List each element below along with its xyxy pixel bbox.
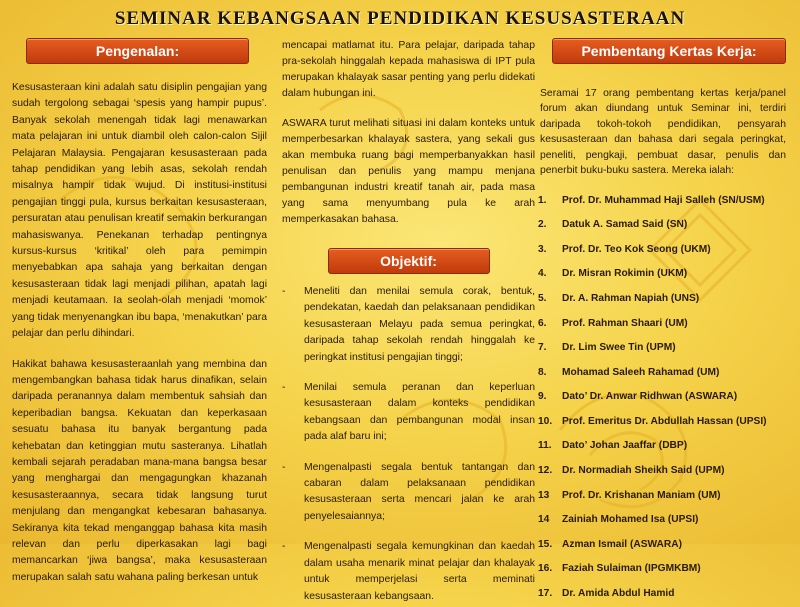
list-item — [538, 508, 796, 533]
list-item — [538, 533, 796, 558]
speaker-name: Azman Ismail (ASWARA) — [562, 538, 683, 550]
speaker-number: 9. — [538, 391, 547, 403]
speaker-name: Dato’ Dr. Anwar Ridhwan (ASWARA) — [562, 391, 738, 403]
page-title: SEMINAR KEBANGSAAN PENDIDIKAN KESUSASTERAAN — [114, 8, 686, 29]
list-item — [538, 188, 796, 213]
column-objektif — [282, 38, 535, 605]
list-item — [538, 336, 796, 361]
list-item — [538, 262, 796, 287]
bullet: - — [282, 286, 286, 297]
list-item — [538, 582, 796, 607]
speaker-number: 8. — [538, 366, 547, 378]
objektif-heading: Objektif: — [328, 248, 490, 274]
speaker-name: Dr. Misran Rokimin (UKM) — [562, 268, 688, 280]
speaker-name: Prof. Dr. Teo Kok Seong (UKM) — [562, 243, 711, 255]
objektif-text: Meneliti dan menilai semula corak, bentuk, pendekatan, kaedah dan pelaksanaan pendidikan kesusasteraan Melayu pada semua peringkat, daripada tahap sekolah rendah hinggalah ke peringkat institusi pengajian tinggi; — [304, 286, 535, 363]
list-item — [538, 484, 796, 509]
speaker-name: Prof. Rahman Shaari (UM) — [562, 317, 688, 329]
speaker-number: 17. — [538, 588, 553, 600]
speaker-number: 15. — [538, 538, 553, 550]
speaker-number: 7. — [538, 342, 547, 354]
speaker-name: Dr. Lim Swee Tin (UPM) — [562, 342, 676, 354]
bullet: - — [282, 541, 286, 553]
list-item — [282, 284, 535, 366]
speaker-number: 12. — [538, 465, 553, 477]
objektif-list — [282, 284, 535, 605]
speaker-name: Dr. Normadiah Sheikh Said (UPM) — [562, 465, 725, 477]
objektif-text: Mengenalpasti segala kemungkinan dan kaedah dalam usaha menarik minat pelajar dan khalayak untuk memperjelasi serta meminati kesusasteraan kebangsaan. — [304, 541, 535, 602]
list-item — [538, 385, 796, 410]
pengenalan-paragraph-1: Kesusasteraan kini adalah satu disiplin pengajian yang sudah tergolong sebagai ‘spesis yang hampir pupus’. Banyak sekolah menengah tidak lagi menawarkan mata pelajaran ini untuk diambil oleh calon-calon Sijil Pelajaran Malaysia. Pengajaran kesusasteraan pada tahap pendidikan yang lebih asas, sekolah rendah misalnya hampir tidak wujud. Di institusi-institusi pengajian tinggi pula, kursus berkaitan kesusasteraan, persuratan atau penulisan kreatif semakin berkurangan mahasiswanya. Penekanan terhadap pentingnya kursus-kursus ‘kritikal’ oleh para pemimpin menyebabkan apa sahaja yang berkaitan dengan kesusasteraan tidak lagi menjadi pilihan, apatah lagi menjadi keutamaan. Ia seolah-olah menjadi ‘momok’ yang tidak menyenangkan ibu bapa, ‘menakutkan’ para pelajar dan perlu dihindari. — [12, 82, 267, 340]
pengenalan-heading: Pengenalan: — [26, 38, 249, 64]
speaker-name: Dr. A. Rahman Napiah (UNS) — [562, 292, 700, 304]
list-item — [538, 557, 796, 582]
speaker-name: Dr. Amida Abdul Hamid — [562, 588, 675, 600]
speaker-number: 4. — [538, 268, 547, 280]
speaker-number: 1. — [538, 194, 547, 206]
continuation-paragraph: mencapai matlamat itu. Para pelajar, daripada tahap pra-sekolah hinggalah kepada mahasiswa di IPT pula merupakan khalayak sasar penting yang perlu didekati dalam hubungan ini. — [282, 40, 535, 99]
list-item — [538, 361, 796, 386]
column-pengenalan — [12, 38, 267, 586]
speaker-number: 14 — [538, 514, 550, 526]
list-item — [538, 311, 796, 336]
speaker-number: 10. — [538, 415, 553, 427]
speaker-number: 6. — [538, 317, 547, 329]
objektif-text: Menilai semula peranan dan keperluan kesusasteraan dalam konteks pendidikan kebangsaan dan pembangunan modal insan pada alaf baru ini; — [304, 382, 535, 443]
list-item — [538, 238, 796, 263]
speaker-list — [538, 188, 796, 606]
objektif-text: Mengenalpasti segala bentuk tantangan dan cabaran dalam pelaksanaan pendidikan kesusasteraan serta mencari jalan ke arah penyelesaiannya; — [304, 461, 535, 522]
speaker-name: Zainiah Mohamed Isa (UPSI) — [562, 514, 699, 526]
speaker-name: Prof. Dr. Krishanan Maniam (UM) — [562, 489, 721, 501]
speaker-name: Prof. Dr. Muhammad Haji Salleh (SN/USM) — [562, 194, 765, 206]
pembentang-intro: Seramai 17 orang pembentang kertas kerja/panel forum akan diundang untuk Seminar ini, terdiri daripada tokoh-tokoh pendidikan, pensyarah kesusasteraan dan bahasa dari segala peringkat, peneliti, pengkaji, pembuat dasar, penulis dan penerbit buku-buku sastera. Mereka ialah: — [540, 88, 786, 177]
bullet: - — [282, 461, 286, 473]
speaker-name: Prof. Emeritus Dr. Abdullah Hassan (UPSI) — [562, 415, 767, 427]
speaker-number: 5. — [538, 292, 547, 304]
bullet: - — [282, 382, 286, 394]
list-item — [282, 539, 535, 605]
list-item — [538, 410, 796, 435]
speaker-number: 3. — [538, 243, 547, 255]
speaker-name: Dato’ Johan Jaaffar (DBP) — [562, 440, 688, 452]
list-item — [538, 213, 796, 238]
speaker-number: 2. — [538, 219, 547, 231]
column-pembentang — [538, 38, 796, 607]
aswara-paragraph: ASWARA turut melihati situasi ini dalam konteks untuk memperbesarkan khalayak sastera, yang sekali gus akan membuka ruang bagi memperbanyakkan hasil penulisan dan penulis yang mampu menjana pembangunan industri kreatif tanah air, pada masa yang sama menyumbang pula ke arah memperkasakan bahasa. — [282, 118, 535, 225]
speaker-name: Faziah Sulaiman (IPGMKBM) — [562, 563, 701, 575]
speaker-number: 13 — [538, 489, 550, 501]
speaker-name: Datuk A. Samad Said (SN) — [562, 219, 688, 231]
speaker-number: 11. — [538, 440, 552, 452]
list-item — [282, 380, 535, 446]
speaker-number: 16. — [538, 563, 553, 575]
list-item — [282, 460, 535, 526]
pembentang-heading: Pembentang Kertas Kerja: — [552, 38, 786, 64]
list-item — [538, 287, 796, 312]
list-item — [538, 434, 796, 459]
list-item — [538, 459, 796, 484]
speaker-name: Mohamad Saleeh Rahamad (UM) — [562, 366, 720, 378]
pengenalan-paragraph-2: Hakikat bahawa kesusasteraanlah yang membina dan mengembangkan bahasa tidak harus dinafikan, selain daripada peranannya dalam membentuk sahsiah dan keperibadian bangsa. Kekuatan dan keperkasaan sesuatu bahasa itu banyak bergantung pada kehebatan dan ketinggian mutu sasteranya. Lihatlah kembali sejarah peradaban mana-mana bangsa besar yang menghargai dan mengagungkan khazanah kesusasteraannya, secara tidak langsung turut menjulang dan mengangkat kebesaran bahasanya. Sekiranya kita tekad menganggap bahasa kita masih relevan dan perlu diperkasakan lagi bagi memancarkan ‘jiwa bangsa’, maka kesusasteraan merupakan salah satu wahana paling berkesan untuk — [12, 358, 267, 583]
